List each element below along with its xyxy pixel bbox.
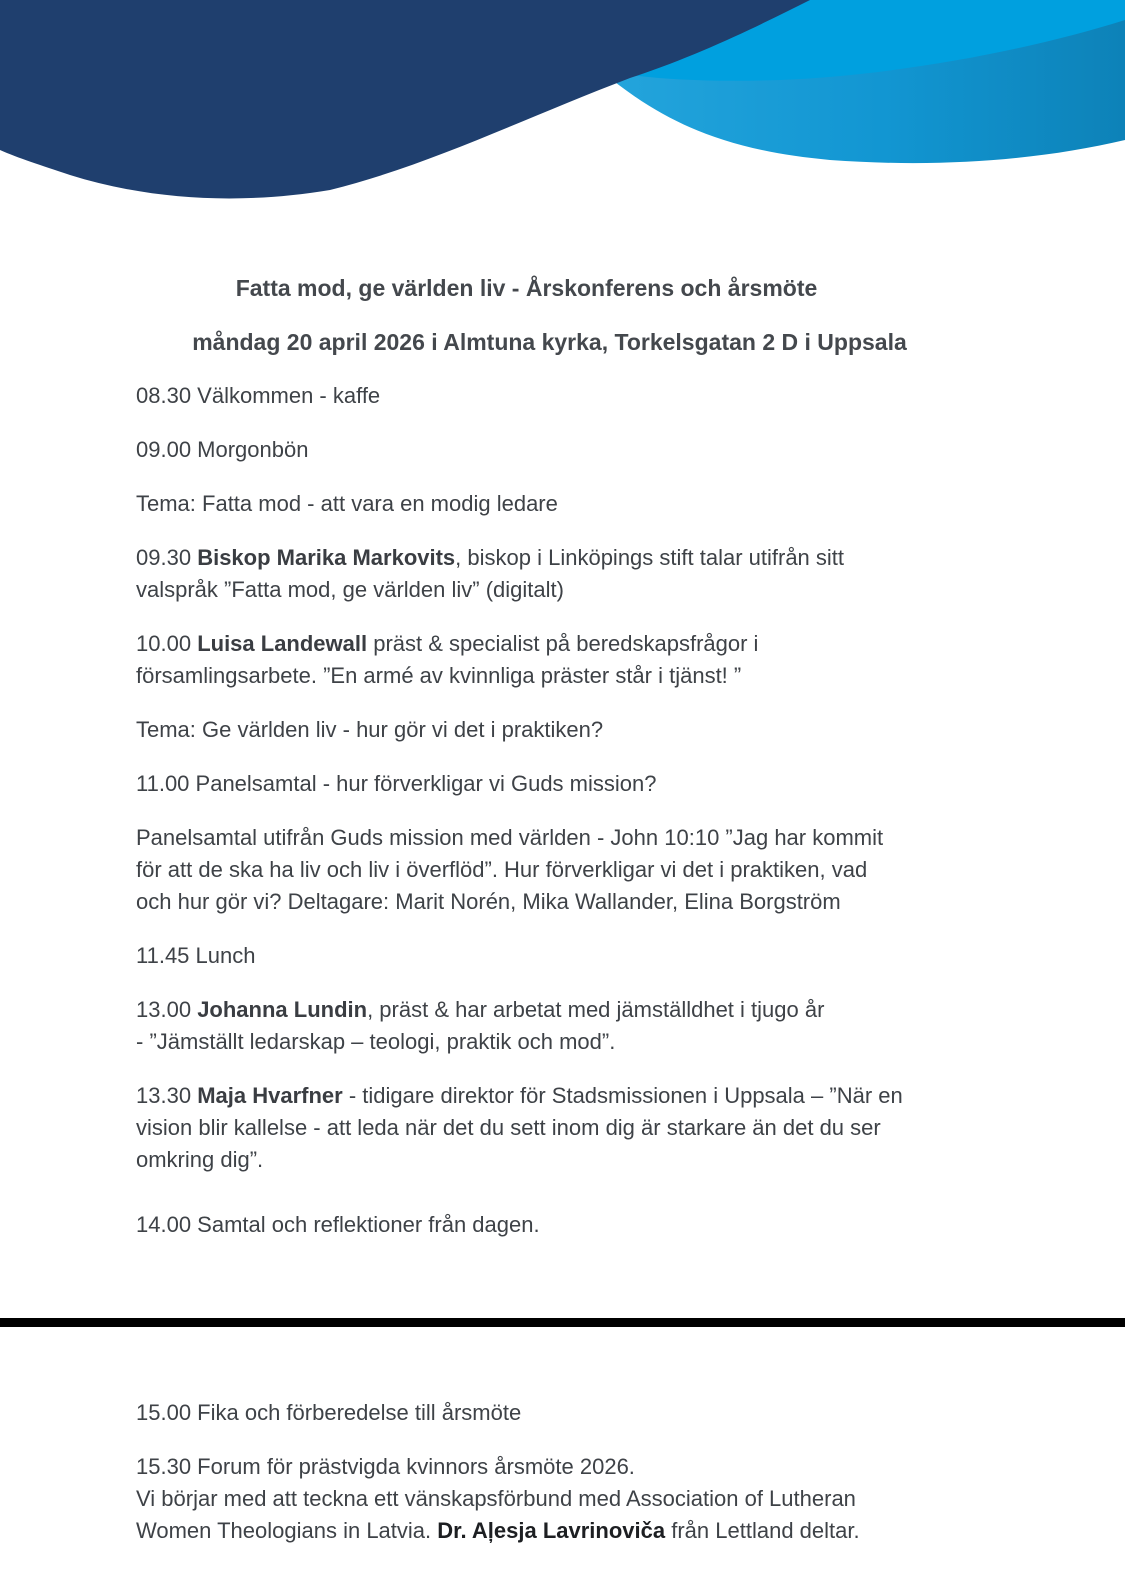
program-item: 09.00 Morgonbön [136, 437, 309, 462]
item-time: 10.00 [136, 631, 192, 656]
program-item [136, 1080, 996, 1112]
theme-heading: Tema: Fatta mod - att vara en modig ledare [136, 491, 558, 516]
program-list [136, 1209, 996, 1241]
program-list [136, 714, 996, 746]
item-text: från Lettland deltar. [665, 1518, 860, 1543]
program-item: 14.00 Samtal och reflektioner från dagen. [136, 1212, 540, 1237]
page-divider [0, 1318, 1125, 1327]
item-text: församlingsarbete. ”En armé av kvinnliga präster står i tjänst! ” [136, 663, 742, 688]
program-item: 11.00 Panelsamtal - hur förverkligar vi Guds mission? [136, 771, 657, 796]
speaker-name: Dr. Aļesja Lavrinoviča [437, 1518, 666, 1543]
item-time: 13.30 [136, 1083, 192, 1108]
item-text: Women Theologians in Latvia. [136, 1518, 438, 1543]
item-time: 09.30 [136, 545, 192, 570]
item-text: Panelsamtal utifrån Guds mission med världen - John 10:10 ”Jag har kommit [136, 825, 884, 850]
program-list [136, 994, 996, 1058]
program-item [136, 628, 996, 660]
page-subtitle: måndag 20 april 2026 i Almtuna kyrka, Torkelsgatan 2 D i Uppsala [192, 329, 907, 355]
item-text: - ”Jämställt ledarskap – teologi, praktik och mod”. [136, 1029, 616, 1054]
item-time: 13.00 [136, 997, 192, 1022]
program-list [136, 822, 996, 918]
program-list [136, 1451, 996, 1547]
program-list [136, 380, 996, 412]
item-text: omkring dig”. [136, 1147, 264, 1172]
item-text: , biskop i Linköpings stift talar utifrån sitt [455, 545, 845, 570]
item-text: präst & specialist på beredskapsfrågor i [367, 631, 759, 656]
item-text: - tidigare direktor för Stadsmissionen i Uppsala – ”När en [342, 1083, 903, 1108]
speaker-name: Johanna Lundin [197, 997, 368, 1022]
program-list [136, 940, 996, 972]
program-list [136, 434, 996, 466]
page-title: Fatta mod, ge världen liv - Årskonferens och årsmöte [235, 275, 818, 301]
program-list [136, 1397, 996, 1429]
item-text: , präst & har arbetat med jämställdhet i tjugo år [367, 997, 825, 1022]
header-wave-graphic [0, 0, 1125, 215]
program-list [136, 542, 996, 606]
program-item [136, 994, 996, 1026]
speaker-name: Biskop Marika Markovits [197, 545, 456, 570]
program-item: 15.00 Fika och förberedelse till årsmöte [136, 1400, 522, 1425]
program-item: 15.30 Forum för prästvigda kvinnors årsmöte 2026. [136, 1454, 635, 1479]
theme-heading: Tema: Ge världen liv - hur gör vi det i praktiken? [136, 717, 604, 742]
program-list [136, 1080, 996, 1176]
item-text: vision blir kallelse - att leda när det du sett inom dig är starkare än det du ser [136, 1115, 881, 1140]
program-item: 08.30 Välkommen - kaffe [136, 383, 381, 408]
program-list [136, 628, 996, 692]
item-text: och hur gör vi? Deltagare: Marit Norén, Mika Wallander, Elina Borgström [136, 889, 841, 914]
speaker-name: Maja Hvarfner [197, 1083, 343, 1108]
program-item [136, 542, 996, 574]
program-list [136, 488, 996, 520]
item-text: för att de ska ha liv och liv i överflöd”. Hur förverkligar vi det i praktiken, vad [136, 857, 868, 882]
item-text: valspråk ”Fatta mod, ge världen liv” (digitalt) [136, 577, 564, 602]
item-text [136, 1515, 996, 1547]
item-text: Vi börjar med att teckna ett vänskapsförbund med Association of Lutheran [136, 1486, 856, 1511]
speaker-name: Luisa Landewall [197, 631, 368, 656]
program-item: 11.45 Lunch [136, 943, 256, 968]
program-list [136, 768, 996, 800]
